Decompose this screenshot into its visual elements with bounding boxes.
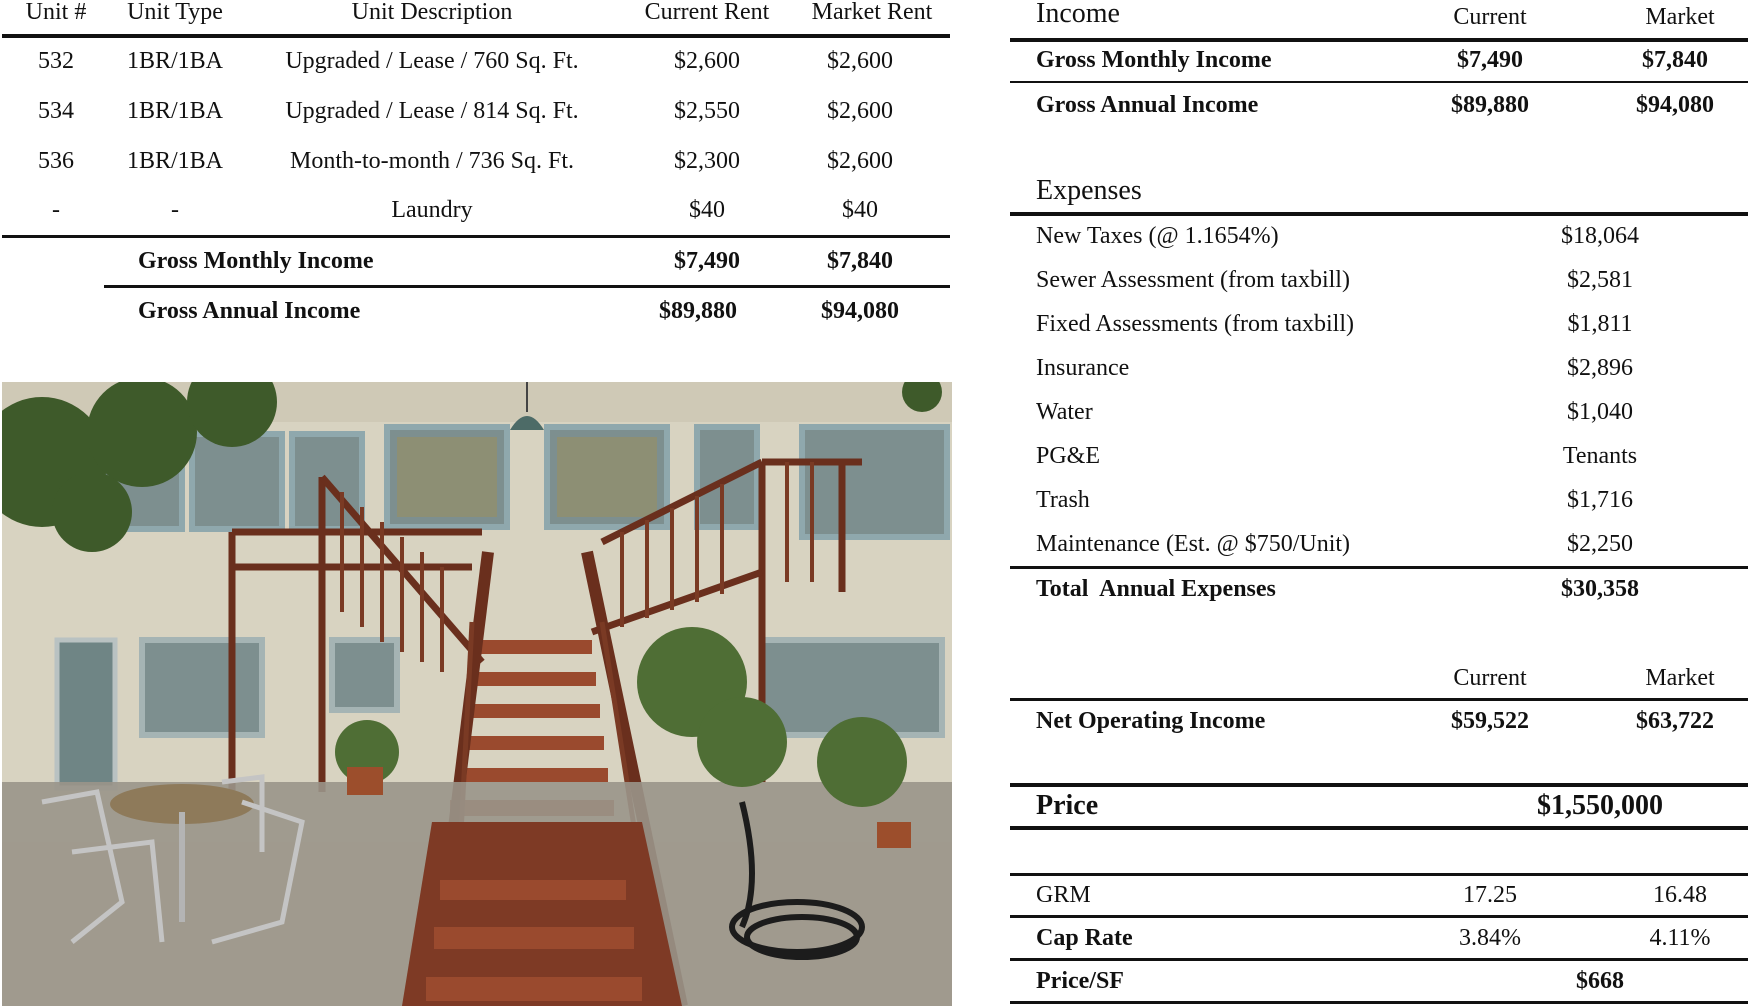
expense-label: Water bbox=[1036, 399, 1093, 425]
gross-monthly-income-current: $7,490 bbox=[674, 248, 740, 274]
gross-monthly-income-label: Gross Monthly Income bbox=[138, 248, 374, 274]
grm-current: 17.25 bbox=[1463, 882, 1517, 908]
current-rent: $2,550 bbox=[674, 98, 740, 124]
col-header-current-rent: Current Rent bbox=[644, 0, 770, 25]
total-expenses-value: $30,358 bbox=[1561, 576, 1639, 602]
unit-type: - bbox=[171, 197, 179, 223]
expenses-total-rule bbox=[1010, 566, 1748, 569]
expense-value: Tenants bbox=[1562, 443, 1638, 469]
unit-number: - bbox=[52, 197, 60, 223]
price-top-rule bbox=[1010, 783, 1748, 787]
expense-value: $1,811 bbox=[1567, 311, 1633, 337]
market-rent: $40 bbox=[842, 197, 878, 223]
unit-type: 1BR/1BA bbox=[126, 48, 224, 74]
expense-value: $2,896 bbox=[1567, 355, 1633, 381]
noi-current: $59,522 bbox=[1451, 708, 1529, 734]
price-value: $1,550,000 bbox=[1537, 790, 1663, 821]
unit-number: 536 bbox=[38, 148, 74, 174]
header-rule bbox=[2, 34, 950, 38]
gross-annual-income-current: $89,880 bbox=[659, 298, 737, 324]
expense-label: Trash bbox=[1036, 487, 1090, 513]
income-gai-market: $94,080 bbox=[1636, 92, 1714, 118]
cap-rate-current: 3.84% bbox=[1459, 925, 1521, 951]
unit-description: Month-to-month / 736 Sq. Ft. bbox=[289, 148, 575, 174]
grm-market: 16.48 bbox=[1653, 882, 1707, 908]
gross-annual-income-market: $94,080 bbox=[821, 298, 899, 324]
income-gmi-current: $7,490 bbox=[1457, 47, 1523, 73]
expense-value: $18,064 bbox=[1561, 223, 1639, 249]
current-rent: $40 bbox=[689, 197, 725, 223]
grm-label: GRM bbox=[1036, 882, 1091, 908]
noi-market: $63,722 bbox=[1636, 708, 1714, 734]
col-header-market-rent: Market Rent bbox=[811, 0, 933, 25]
income-gai-current: $89,880 bbox=[1451, 92, 1529, 118]
expense-label: Insurance bbox=[1036, 355, 1130, 381]
income-col-current: Current bbox=[1453, 4, 1527, 30]
current-rent: $2,600 bbox=[674, 48, 740, 74]
gross-monthly-income-market: $7,840 bbox=[827, 248, 893, 274]
metrics-bottom-rule bbox=[1010, 1001, 1748, 1004]
income-row-rule bbox=[1010, 81, 1748, 83]
expense-value: $2,250 bbox=[1567, 531, 1633, 557]
metrics-top-rule bbox=[1010, 873, 1748, 876]
total-expenses-label: Total Annual Expenses bbox=[1036, 576, 1276, 602]
income-gmi-label: Gross Monthly Income bbox=[1036, 47, 1272, 73]
price-per-sf-label: Price/SF bbox=[1036, 968, 1124, 994]
market-rent: $2,600 bbox=[827, 48, 893, 74]
unit-description: Laundry bbox=[391, 197, 473, 223]
price-bottom-rule bbox=[1010, 826, 1748, 830]
income-col-market: Market bbox=[1645, 4, 1715, 30]
expenses-title: Expenses bbox=[1036, 175, 1142, 206]
expense-label: PG&E bbox=[1036, 443, 1101, 469]
unit-type: 1BR/1BA bbox=[126, 148, 224, 174]
market-rent: $2,600 bbox=[827, 148, 893, 174]
price-label: Price bbox=[1036, 790, 1099, 821]
col-header-unit: Unit # bbox=[25, 0, 87, 25]
noi-label: Net Operating Income bbox=[1036, 708, 1266, 734]
expense-label: New Taxes (@ 1.1654%) bbox=[1036, 223, 1279, 249]
income-gmi-market: $7,840 bbox=[1642, 47, 1708, 73]
unit-type: 1BR/1BA bbox=[126, 98, 224, 124]
income-gai-label: Gross Annual Income bbox=[1036, 92, 1259, 118]
col-header-unit-type: Unit Type bbox=[127, 0, 223, 25]
income-title: Income bbox=[1036, 0, 1120, 29]
unit-description: Upgraded / Lease / 760 Sq. Ft. bbox=[285, 48, 579, 74]
expense-label: Maintenance (Est. @ $750/Unit) bbox=[1036, 531, 1351, 557]
annual-rule bbox=[104, 285, 950, 288]
market-rent: $2,600 bbox=[827, 98, 893, 124]
gross-annual-income-label: Gross Annual Income bbox=[138, 298, 361, 324]
noi-col-market: Market bbox=[1645, 665, 1715, 691]
current-rent: $2,300 bbox=[674, 148, 740, 174]
property-photo bbox=[2, 382, 952, 1006]
income-rule bbox=[1010, 38, 1748, 42]
metrics-row-rule bbox=[1010, 915, 1748, 918]
unit-number: 534 bbox=[38, 98, 74, 124]
cap-rate-market: 4.11% bbox=[1649, 925, 1711, 951]
unit-description: Upgraded / Lease / 814 Sq. Ft. bbox=[285, 98, 579, 124]
col-header-unit-description: Unit Description bbox=[351, 0, 513, 25]
expense-label: Fixed Assessments (from taxbill) bbox=[1036, 311, 1354, 337]
metrics-row-rule bbox=[1010, 958, 1748, 961]
unit-number: 532 bbox=[38, 48, 74, 74]
expenses-rule bbox=[1010, 212, 1748, 216]
expense-value: $2,581 bbox=[1567, 267, 1633, 293]
totals-rule bbox=[2, 235, 950, 238]
expense-label: Sewer Assessment (from taxbill) bbox=[1036, 267, 1350, 293]
cap-rate-label: Cap Rate bbox=[1036, 925, 1133, 951]
noi-col-current: Current bbox=[1453, 665, 1527, 691]
expense-value: $1,716 bbox=[1567, 487, 1633, 513]
noi-rule bbox=[1010, 698, 1748, 701]
price-per-sf-value: $668 bbox=[1576, 968, 1624, 994]
expense-value: $1,040 bbox=[1567, 399, 1633, 425]
